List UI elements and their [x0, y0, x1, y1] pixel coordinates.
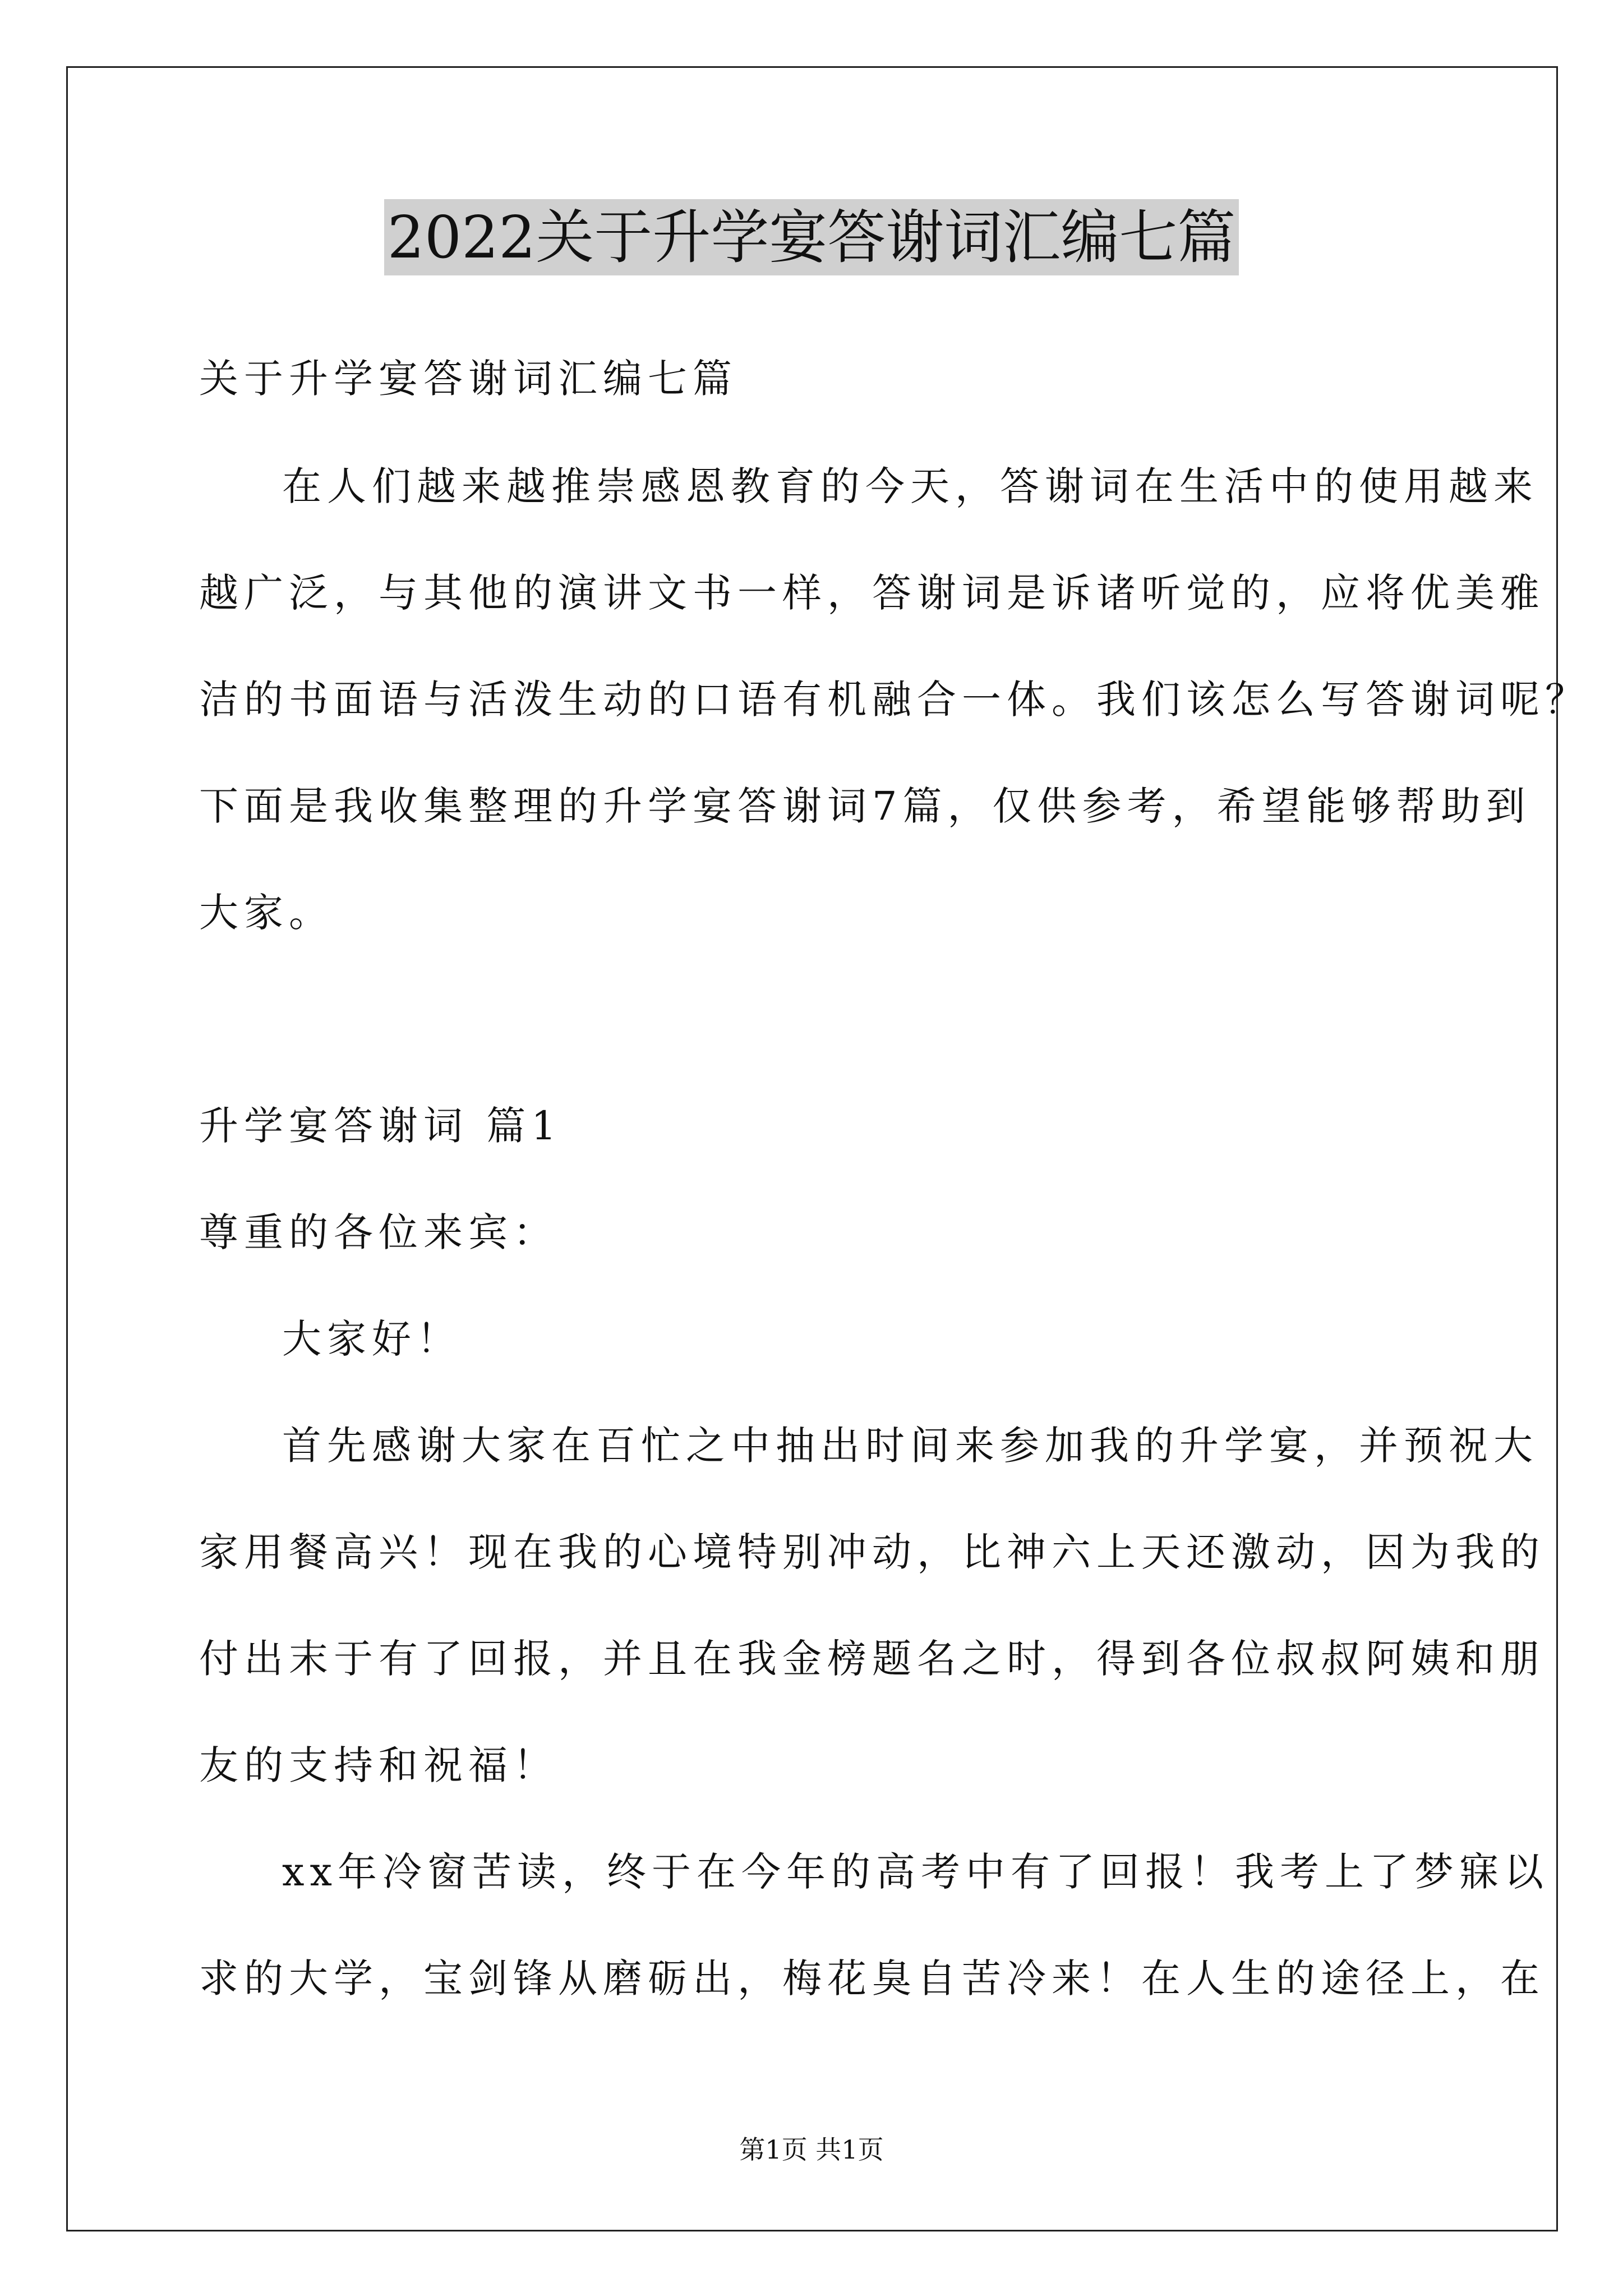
- intro-line-2: 越广泛，与其他的演讲文书一样，答谢词是诉诸听觉的，应将优美雅: [199, 570, 1545, 616]
- title-container: [0, 199, 1623, 275]
- document-subtitle: 关于升学宴答谢词汇编七篇: [199, 356, 737, 402]
- section-heading: 升学宴答谢词 篇1: [199, 1103, 562, 1149]
- intro-line-5: 大家。: [199, 890, 334, 936]
- paragraph-2-line-1: xx年冷窗苦读，终于在今年的高考中有了回报！我考上了梦寐以: [282, 1849, 1549, 1895]
- intro-line-3: 洁的书面语与活泼生动的口语有机融合一体。我们该怎么写答谢词呢？: [199, 677, 1590, 723]
- paragraph-1-line-3: 付出末于有了回报，并且在我金榜题名之时，得到各位叔叔阿姨和朋: [199, 1636, 1545, 1682]
- intro-line-1: 在人们越来越推崇感恩教育的今天，答谢词在生活中的使用越来: [282, 463, 1538, 509]
- page-footer: 第1页 共1页: [739, 2134, 884, 2165]
- paragraph-1-line-2: 家用餐高兴！现在我的心境特别冲动，比神六上天还激动，因为我的: [199, 1529, 1545, 1575]
- greeting: 大家好！: [282, 1316, 462, 1362]
- paragraph-1-line-4: 友的支持和祝福！: [199, 1742, 558, 1788]
- document-title: 2022关于升学宴答谢词汇编七篇: [384, 199, 1239, 275]
- salutation: 尊重的各位来宾：: [199, 1209, 558, 1255]
- paragraph-1-line-1: 首先感谢大家在百忙之中抽出时间来参加我的升学宴，并预祝大: [282, 1423, 1538, 1469]
- paragraph-2-line-2: 求的大学，宝剑锋从磨砺出，梅花臭自苦冷来！在人生的途径上，在: [199, 1955, 1545, 2001]
- intro-line-4: 下面是我收集整理的升学宴答谢词7篇，仅供参考，希望能够帮助到: [199, 783, 1531, 829]
